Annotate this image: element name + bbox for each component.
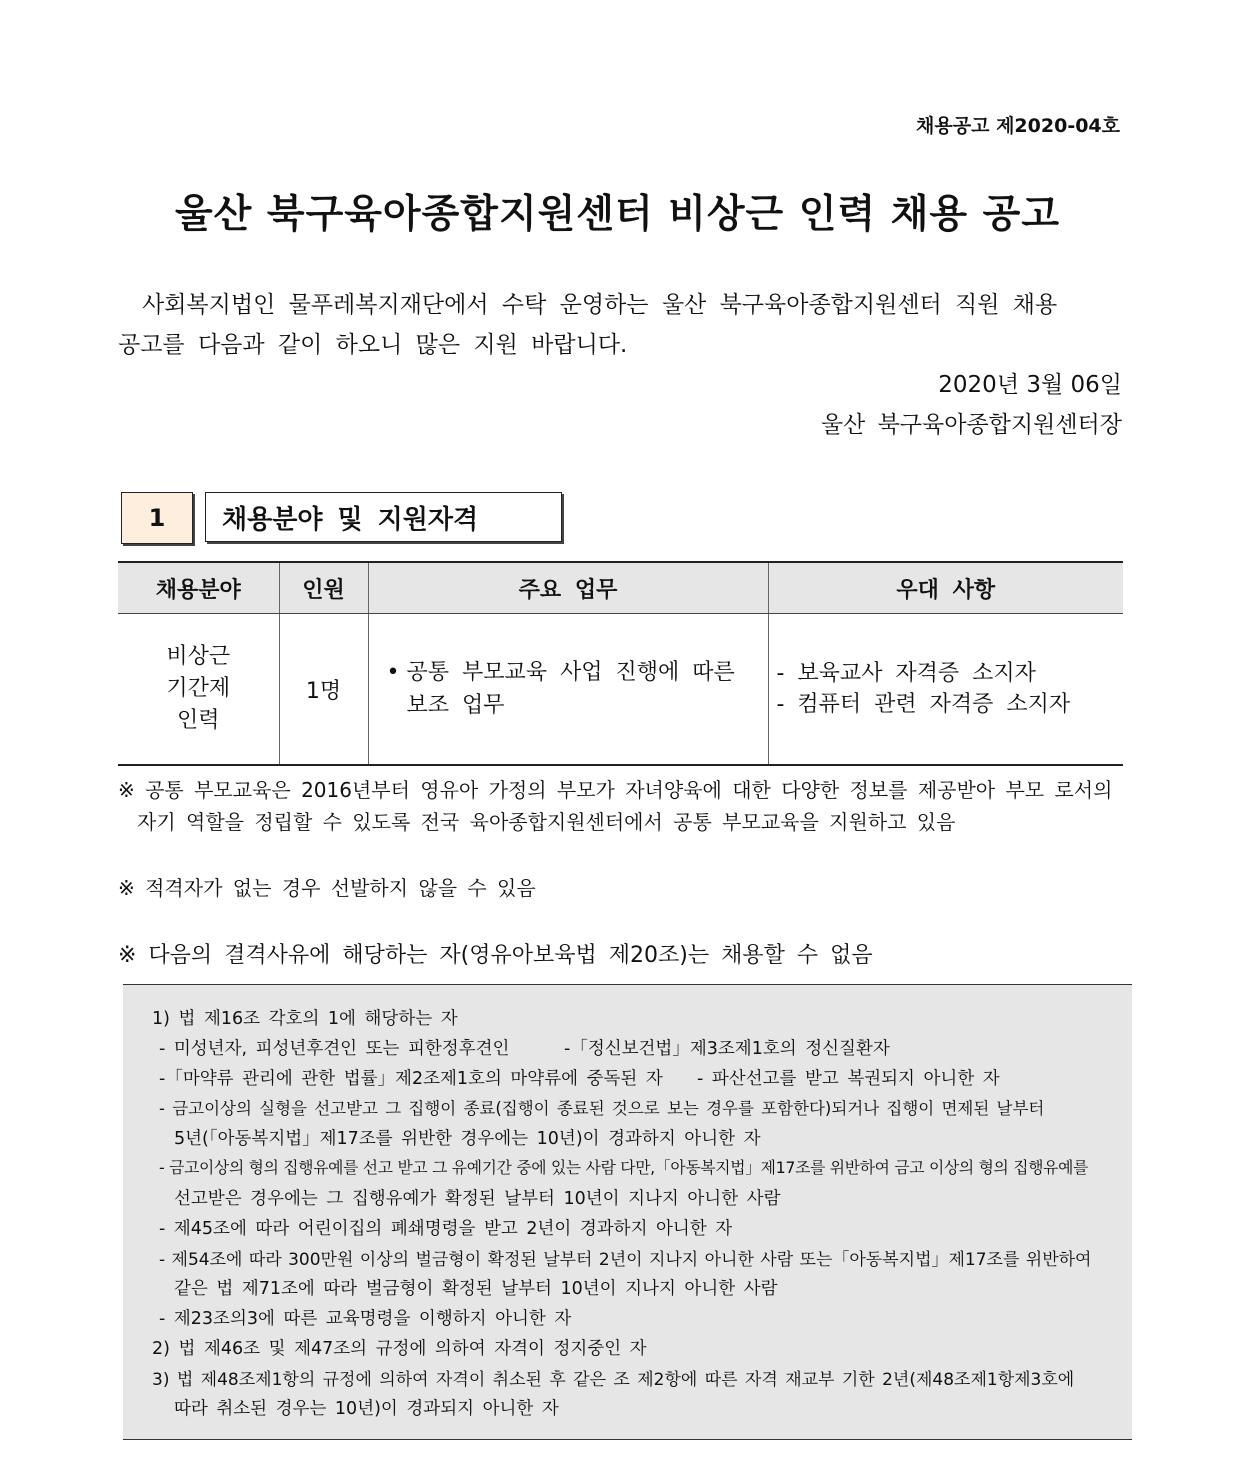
intro-line-2: 공고를 다음과 같이 하오니 많은 지원 바랍니다. [118, 332, 628, 358]
list-item: 1) 법 제16조 각호의 1에 해당하는 자 [152, 1009, 458, 1029]
list-item: 2) 법 제46조 및 제47조의 규정에 의하여 자격이 정지중인 자 [152, 1339, 647, 1359]
list-item: 같은 법 제71조에 따라 벌금형이 확정된 날부터 10년이 지나지 아니한 사람 [174, 1279, 778, 1299]
list-item: 5년(「아동복지법」제17조를 위반한 경우에는 10년)이 경과하지 아니한 자 [174, 1129, 761, 1149]
cell-field [118, 614, 279, 766]
field-line: 비상근 [166, 644, 231, 669]
duty-line: 보조 업무 [406, 693, 505, 718]
list-item: - 금고이상의 형의 집행유예를 선고 받고 그 유예기간 중에 있는 사람 다만,「아동복지법」제17조를 위반하여 금고 이상의 형의 집행유예를 [159, 1158, 1089, 1177]
list-item: -「마약류 관리에 관한 법률」제2조제1호의 마약류에 중독된 자 [159, 1069, 663, 1089]
note-disqualification: ※ 다음의 결격사유에 해당하는 자(영유아보육법 제20조)는 채용할 수 없음 [118, 943, 873, 968]
cell-preference [768, 614, 1123, 766]
header-duty: 주요 업무 [368, 562, 768, 614]
note-parent-education: ※ 공통 부모교육은 2016년부터 영유아 가정의 부모가 자녀양육에 대한 다양한 정보를 제공받아 부모 로서의 [118, 778, 1113, 802]
disqualification-box [123, 984, 1132, 1440]
preference-line: - 컴퓨터 관련 자격증 소지자 [776, 692, 1071, 717]
list-item: - 미성년자, 피성년후견인 또는 피한정후견인 [159, 1039, 510, 1059]
preference-line: - 보육교사 자격증 소지자 [776, 661, 1036, 686]
list-item: - 제23조의3에 따른 교육명령을 이행하지 아니한 자 [159, 1309, 572, 1329]
section-title: 채용분야 및 지원자격 [205, 492, 562, 542]
list-item: 3) 법 제48조제1항의 규정에 의하여 자격이 취소된 후 같은 조 제2항에 따른 자격 재교부 기한 2년(제48조제1항제3호에 [152, 1370, 1075, 1390]
duty-line: 공통 부모교육 사업 진행에 따른 [406, 660, 735, 685]
bullet-icon: • [386, 660, 400, 685]
list-item: - 파산선고를 받고 복권되지 아니한 자 [697, 1069, 1000, 1089]
cell-duty [368, 614, 768, 766]
note-no-selection: ※ 적격자가 없는 경우 선발하지 않을 수 있음 [118, 876, 536, 900]
list-item: - 금고이상의 실형을 선고받고 그 집행이 종료(집행이 종료된 것으로 보는 경우를 포함한다)되거나 집행이 면제된 날부터 [159, 1099, 1045, 1118]
list-item: - 제54조에 따라 300만원 이상의 벌금형이 확정된 날부터 2년이 지나지 아니한 사람 또는「아동복지법」제17조를 위반하여 [159, 1250, 1092, 1270]
page-title: 울산 북구육아종합지원센터 비상근 인력 채용 공고 [174, 192, 1061, 237]
table-row [118, 614, 1123, 766]
list-item: - 제45조에 따라 어린이집의 폐쇄명령을 받고 2년이 경과하지 아니한 자 [159, 1219, 733, 1239]
notice-date: 2020년 3월 06일 [938, 372, 1122, 398]
note-parent-education-cont: 자기 역할을 정립할 수 있도록 전국 육아종합지원센터에서 공통 부모교육을 지원하고 있음 [137, 810, 956, 834]
header-count: 인원 [279, 562, 368, 614]
list-item: -「정신보건법」제3조제1호의 정신질환자 [564, 1039, 890, 1059]
recruitment-table [118, 561, 1123, 766]
signatory: 울산 북구육아종합지원센터장 [820, 412, 1122, 438]
table-header-row [118, 562, 1123, 614]
intro-line-1: 사회복지법인 물푸레복지재단에서 수탁 운영하는 울산 북구육아종합지원센터 직원 채용 [142, 292, 1058, 318]
header-field: 채용분야 [118, 562, 279, 614]
list-item: 선고받은 경우에는 그 집행유예가 확정된 날부터 10년이 지나지 아니한 사람 [174, 1189, 781, 1209]
section-number: 1 [121, 492, 193, 544]
list-item: 따라 취소된 경우는 10년)이 경과되지 아니한 자 [174, 1399, 559, 1419]
header-preference: 우대 사항 [768, 562, 1123, 614]
notice-number: 채용공고 제2020-04호 [916, 115, 1120, 137]
field-line: 기간제 [166, 676, 231, 701]
cell-count: 1명 [279, 614, 368, 766]
field-line: 인력 [176, 708, 220, 733]
